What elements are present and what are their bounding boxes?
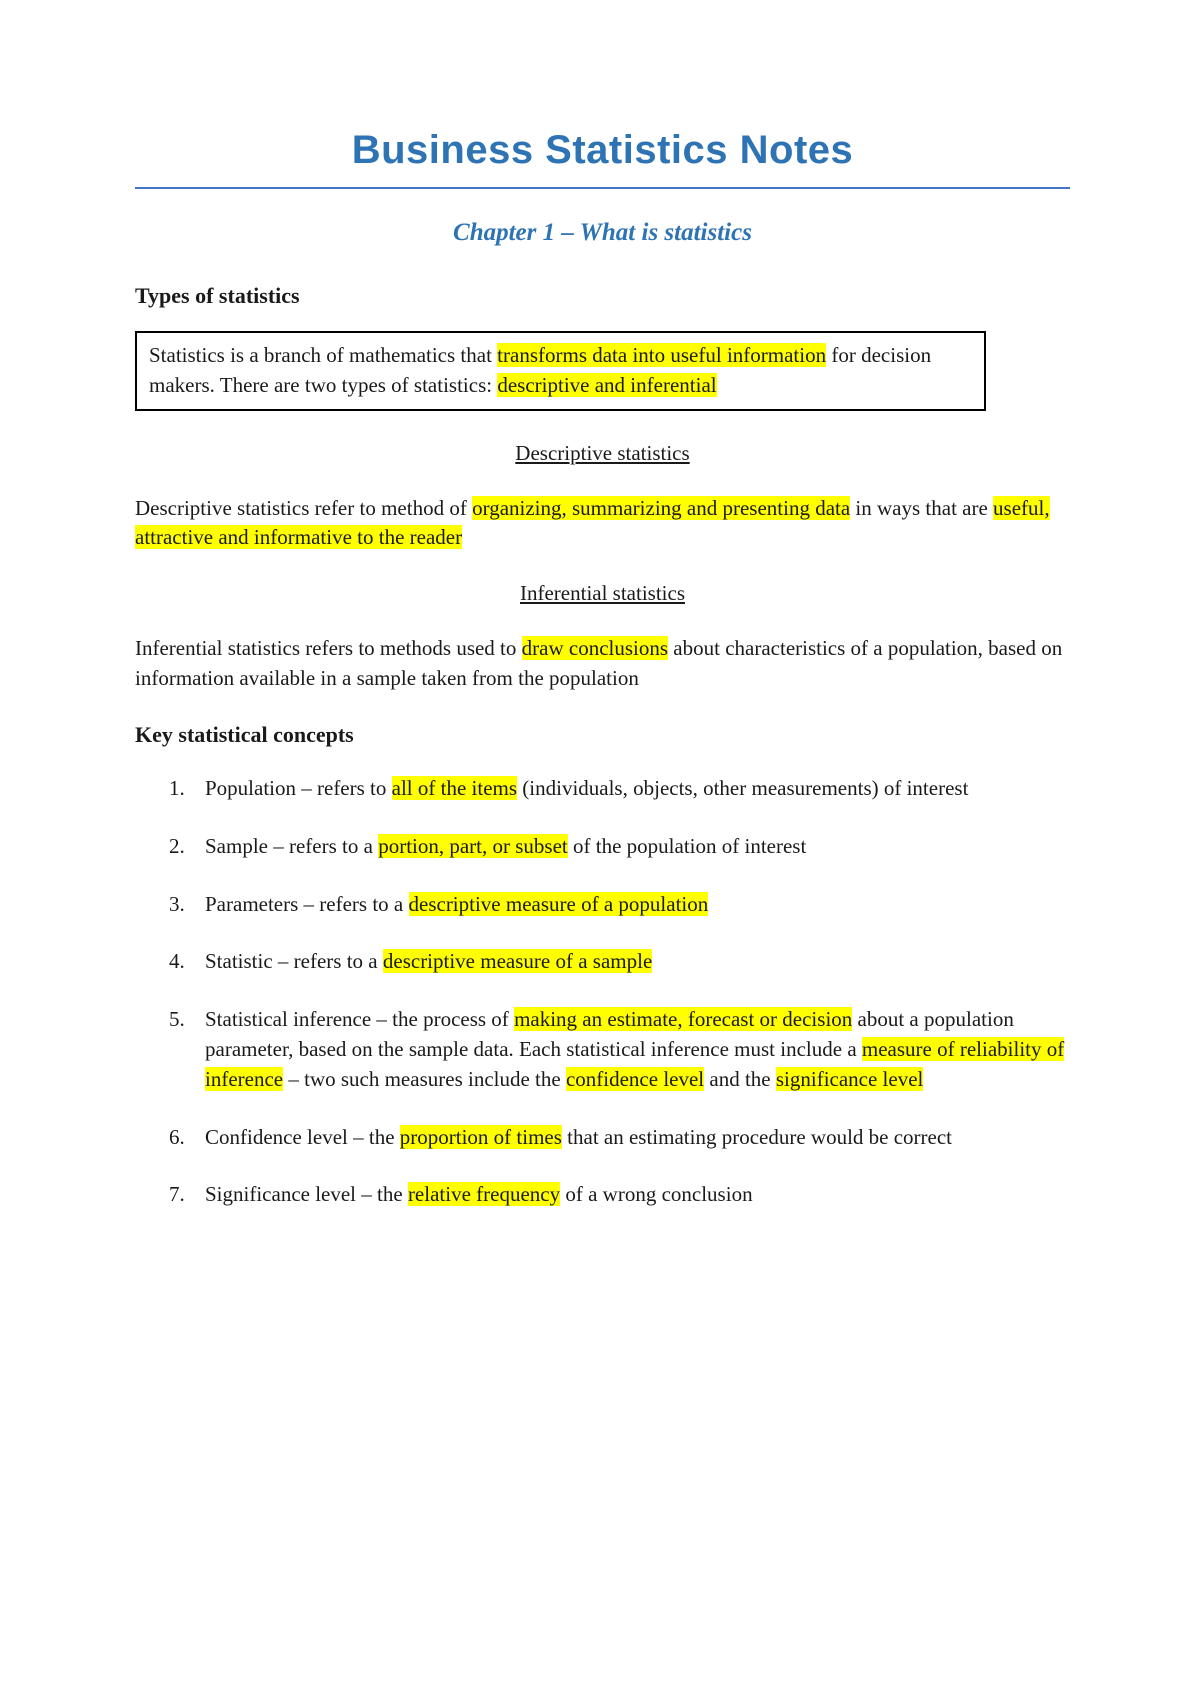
list-item-number: 2. <box>169 833 185 858</box>
list-item-number: 6. <box>169 1124 185 1149</box>
types-of-statistics-heading: Types of statistics <box>135 283 300 308</box>
text-segment: Population – refers to <box>205 775 392 800</box>
list-item-number: 7. <box>169 1182 185 1207</box>
list-item <box>135 1123 1070 1153</box>
text-segment: in ways that are <box>850 495 994 520</box>
list-item-number: 5. <box>169 1007 185 1032</box>
list-item-number: 3. <box>169 891 185 916</box>
highlighted-text: transforms data into useful information <box>497 343 827 367</box>
text-segment: Statistical inference – the process of <box>205 1007 515 1032</box>
list-item <box>135 774 1070 804</box>
text-segment: Statistics is a branch of mathematics that <box>149 343 498 367</box>
key-concepts-list <box>135 774 1070 1210</box>
text-segment: Inferential statistics refers to methods used to <box>135 636 522 661</box>
descriptive-statistics-paragraph <box>135 494 1070 554</box>
list-item <box>135 947 1070 977</box>
text-segment: Confidence level – the <box>205 1124 400 1149</box>
list-item-text <box>205 1005 1070 1094</box>
inferential-statistics-heading: Inferential statistics <box>519 581 686 606</box>
highlighted-text: organizing, summarizing and presenting data <box>472 495 851 520</box>
highlighted-text: measure of reliability of inference <box>205 1036 1065 1091</box>
text-segment: Significance level – the <box>205 1182 408 1207</box>
list-item <box>135 1180 1070 1210</box>
list-item <box>135 890 1070 920</box>
list-item-text <box>205 832 1070 862</box>
text-segment: about characteristics of a population, based on information available in a sample taken from the population <box>135 636 1063 691</box>
highlighted-text: significance level <box>775 1066 924 1091</box>
highlighted-text: descriptive measure of a population <box>408 891 709 916</box>
highlighted-text: descriptive and inferential <box>497 372 717 397</box>
inferential-statistics-paragraph <box>135 634 1070 694</box>
text-segment: of a wrong conclusion <box>560 1182 753 1207</box>
list-item <box>135 832 1070 862</box>
highlighted-text: descriptive measure of a sample <box>382 949 653 974</box>
text-segment: (individuals, objects, other measurements) of interest <box>517 775 969 800</box>
text-segment: Parameters – refers to a <box>205 891 409 916</box>
text-segment: – two such measures include the <box>283 1066 566 1091</box>
text-segment: Sample – refers to a <box>205 833 379 858</box>
list-item-text <box>205 890 1070 920</box>
highlighted-text: portion, part, or subset <box>378 833 568 858</box>
descriptive-statistics-heading: Descriptive statistics <box>515 440 690 465</box>
text-segment: and the <box>704 1066 776 1091</box>
list-item <box>135 1005 1070 1094</box>
text-segment: for decision makers. There are two types of statistics: <box>149 343 932 397</box>
highlighted-text: proportion of times <box>399 1124 562 1149</box>
list-item-text <box>205 774 1070 804</box>
text-segment: that an estimating procedure would be correct <box>561 1124 953 1149</box>
list-item-text <box>205 1180 1070 1210</box>
highlighted-text: making an estimate, forecast or decision <box>514 1007 853 1032</box>
page-title: Business Statistics Notes <box>135 128 1070 189</box>
highlighted-text: all of the items <box>391 775 518 800</box>
highlighted-text: useful, attractive and informative to the reader <box>135 495 1050 550</box>
highlighted-text: relative frequency <box>407 1182 561 1207</box>
key-statistical-concepts-heading: Key statistical concepts <box>135 721 354 747</box>
statistics-definition-box <box>135 331 986 411</box>
text-segment: of the population of interest <box>567 833 807 858</box>
text-segment: Statistic – refers to a <box>205 949 383 974</box>
chapter-subtitle: Chapter 1 – What is statistics <box>453 219 752 246</box>
list-item-text <box>205 1123 1070 1153</box>
list-item-number: 1. <box>169 775 185 800</box>
list-item-number: 4. <box>169 949 185 974</box>
highlighted-text: draw conclusions <box>521 636 669 661</box>
list-item-text <box>205 947 1070 977</box>
text-segment: about a population parameter, based on the sample data. Each statistical inference must include a <box>205 1007 1014 1061</box>
highlighted-text: confidence level <box>565 1066 705 1091</box>
text-segment: Descriptive statistics refer to method of <box>135 495 473 520</box>
